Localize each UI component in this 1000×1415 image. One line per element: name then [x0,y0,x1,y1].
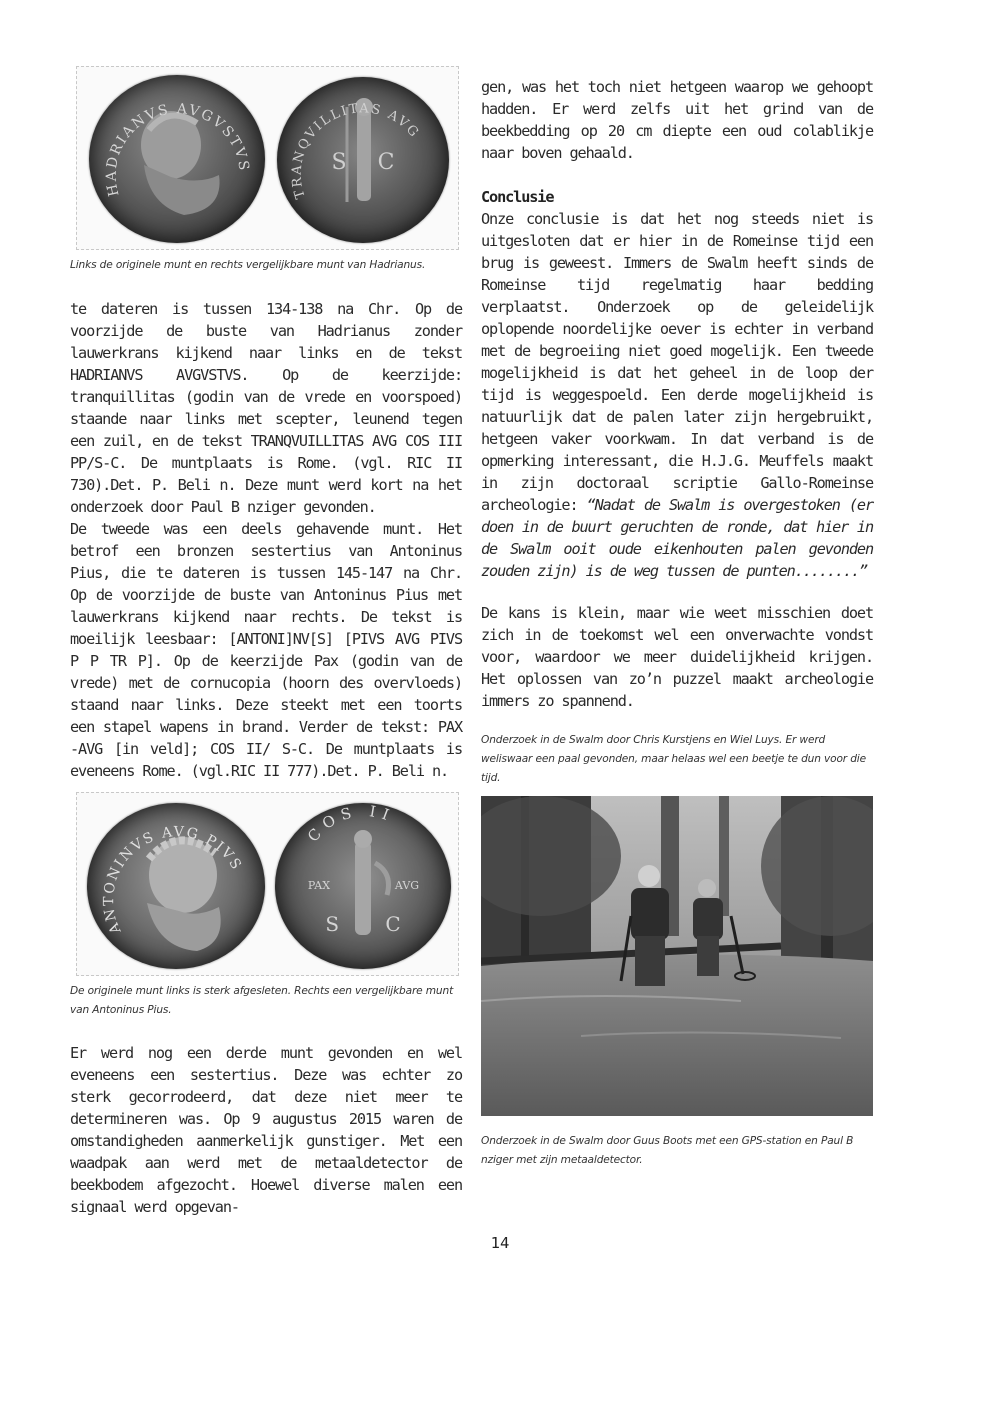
coin-hadrian-obverse-legend: HADRIANVS AVGVSTVS [103,101,252,198]
left-column [70,66,462,1218]
right-paragraph-2-quote: “Nadat de Swalm is overgestoken (er doen in de buurt geruchten de ronde, dat hier in de Swalm ooit oude eikenhouten palen gevonden zouden zijn) is de weg tussen de punten........” [481,496,873,580]
left-paragraph-1: te dateren is tussen 134-138 na Chr. Op de voorzijde de buste van Hadrianus zonder lauwerkrans kijkend naar links en de tekst HADRIANVS AVGVSTVS. Op de keerzijde: tranquillitas (godin van de vrede en voorspoed) staande naar links met scepter, leunend tegen een zuil, en de tekst TRANQVUILLITAS AVG COS III PP/S-C. De muntplaats is Rome. (vgl. RIC II 730).Det. P. Beli n. Deze munt werd kort na het onderzoek door Paul B nziger gevonden. [70,300,462,516]
coin-hadrian-obverse [89,75,265,243]
photo-caption-bottom: Onderzoek in de Swalm door Guus Boots met een GPS-station en Paul B nziger met zijn metaaldetector. [481,1135,854,1166]
svg-text:COS II [304,803,397,845]
coin-hadrian-reverse-legend: TRANQVILLITAS AVG [289,101,423,201]
coin-hadrian-reverse-field: S C [331,150,395,175]
right-paragraph-3: De kans is klein, maar wie weet misschien doet zich in de toekomst wel een onverwachte vondst voor, waardoor we meer duidelijkheid krijgen. Het oplossen van zo’n puzzel maakt archeologie immers zo spannend. [481,604,873,710]
river-photo [481,796,873,1116]
right-paragraph-2-text: Onze conclusie is dat het nog steeds niet is uitgesloten dat er hier in de Romeinse tijd een brug is geweest. Immers de Swalm heeft sinds de Romeinse tijd regelmatig haar bedding verplaatst. Onderzoek op de geleidelijk oplopende noordelijke oever is echter in verband met de begroeiing niet goed mogelijk. Een tweede mogelijkheid is dat het geheel in de loop der tijd is weggespoeld. Een derde mogelijkheid is natuurlijk dat de palen later zijn hergebruikt, hetgeen vaker voorkwam. In dat verband is de opmerking interessant, die H.J.G. Meuffels maakt in zijn doctoraal scriptie Gallo-Romeinse archeologie: [481,210,873,514]
coin-antoninus-reverse-field-left: PAX [307,879,331,892]
coin-antoninus-reverse [275,803,451,969]
figure-antoninus-caption: De originele munt links is sterk afgesleten. Rechts een vergelijkbare munt van Antoninus Pius. [70,985,454,1016]
coin-antoninus-reverse-field-right: AVG [394,879,420,892]
photo-caption-top: Onderzoek in de Swalm door Chris Kurstjens en Wiel Luys. Er werd weliswaar een paal gevonden, maar helaas wel een beetje te dun voor die tijd. [481,734,866,784]
figure-hadrian-coins [76,66,459,250]
coin-antoninus-obverse-legend: ANTONINVS AVG PIVS [101,824,245,937]
coin-antoninus-obverse-art [87,803,265,969]
coin-hadrian-reverse [277,77,449,243]
section-heading-conclusie: Conclusie [481,188,554,206]
right-paragraph-2 [481,208,873,582]
page-number: 14 [490,1234,510,1252]
left-paragraph-3: Er werd nog een derde munt gevonden en wel eveneens een sestertius. Deze was echter zo sterk gecorrodeerd, dat deze niet meer te determineren was. Op 9 augustus 2015 waren de omstandigheden aanmerkelijk gunstiger. Met een waadpak aan werd met de metaaldetector de beekbodem afgezocht. Hoewel diverse malen een signaal werd opgevan- [70,1044,462,1216]
coin-antoninus-obverse [87,803,265,969]
coin-hadrian-obverse-art [89,75,265,243]
right-paragraph-1: gen, was het toch niet hetgeen waarop we gehoopt hadden. Er werd zelfs uit het grind van de beekbedding op 20 cm diepte een oud colablikje naar boven gehaald. [481,78,873,162]
left-paragraph-2: De tweede was een deels gehavende munt. Het betrof een bronzen sestertius van Antoninus Pius, die te dateren is tussen 145-147 na Chr. Op de voorzijde de buste van Antoninus Pius met lauwerkrans kijkend naar rechts. De tekst is moeilijk leesbaar: [ANTONI]NV[S] [PIVS AVG PIVS P P TR P]. Op de keerzijde Pax (godin van de vrede) met de cornucopia (hoorn des overvloeds) staand naar links. Deze steekt met een toorts een stapel wapens in brand. Verder de tekst: PAX -AVG [in veld]; COS II/ S-C. De muntplaats is eveneens Rome. (vgl.RIC II 777).Det. P. Beli n. [70,520,462,780]
coin-hadrian-reverse-art [277,77,449,243]
coin-antoninus-reverse-legend: COS II [303,803,397,846]
coin-antoninus-reverse-bottom: S C [325,912,401,936]
coin-antoninus-reverse-art [275,803,451,969]
figure-hadrian-caption: Links de originele munt en rechts vergelijkbare munt van Hadrianus. [70,259,426,271]
river-photo-art [481,796,873,1116]
right-column [481,76,873,1170]
figure-antoninus-coins [76,792,459,976]
